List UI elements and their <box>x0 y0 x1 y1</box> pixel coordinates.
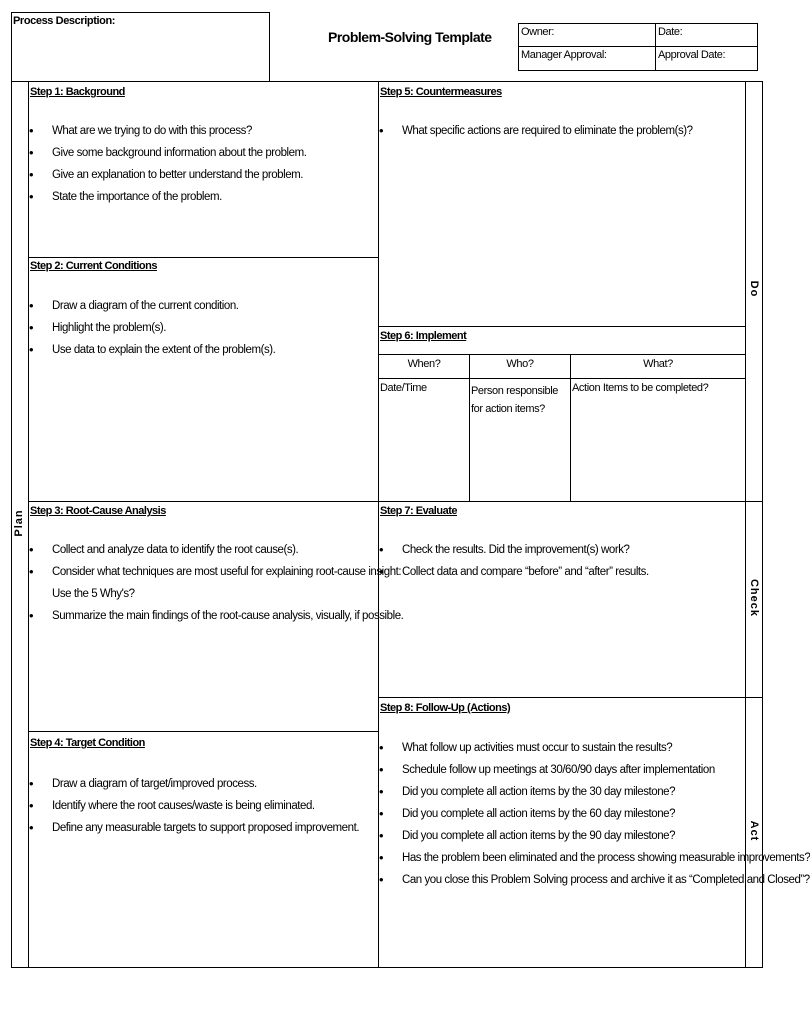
list-item: • Collect data and compare “before” and “after” results. <box>379 561 649 583</box>
date-field[interactable]: Date: <box>658 26 683 38</box>
step2-list <box>29 295 275 361</box>
step1-title: Step 1: Background <box>30 86 125 98</box>
step1-list <box>29 120 306 208</box>
list-item: • Give an explanation to better understand the problem. <box>29 164 306 186</box>
approval-date-field[interactable]: Approval Date: <box>658 49 726 61</box>
manager-approval-field[interactable]: Manager Approval: <box>521 49 607 61</box>
list-item: • Has the problem been eliminated and the process showing measurable improvements? <box>379 847 810 869</box>
table-cell-what[interactable]: Action Items to be completed? <box>572 382 709 394</box>
phase-label-check: Check <box>748 578 760 618</box>
list-item: • State the importance of the problem. <box>29 186 306 208</box>
table-cell-when[interactable]: Date/Time <box>380 382 427 394</box>
list-item-line: • Consider what techniques are most useful for explaining root-cause insight: <box>52 566 402 578</box>
list-item: • What specific actions are required to eliminate the problem(s)? <box>379 120 693 142</box>
list-item: • Draw a diagram of the current condition. <box>29 295 275 317</box>
list-item: • Identify where the root causes/waste is being eliminated. <box>29 795 359 817</box>
step5-title: Step 5: Countermeasures <box>380 86 502 98</box>
list-item: • Did you complete all action items by the 90 day milestone? <box>379 825 810 847</box>
table-header-when: When? <box>407 358 441 370</box>
step7-list <box>379 539 649 583</box>
step4-title: Step 4: Target Condition <box>30 737 145 749</box>
process-description-label: Process Description: <box>13 15 116 27</box>
step7-title: Step 7: Evaluate <box>380 505 457 517</box>
step2-title: Step 2: Current Conditions <box>30 260 157 272</box>
table-header-who: Who? <box>506 358 534 370</box>
step6-title: Step 6: Implement <box>380 330 467 342</box>
list-item: • Check the results. Did the improvement(s) work? <box>379 539 649 561</box>
list-item: • What follow up activities must occur to sustain the results? <box>379 737 810 759</box>
list-item: • Define any measurable targets to support proposed improvement. <box>29 817 359 839</box>
list-item: • Summarize the main findings of the root-cause analysis, visually, if possible. <box>29 605 403 627</box>
list-item: • Highlight the problem(s). <box>29 317 275 339</box>
step5-list <box>379 120 693 142</box>
list-item: • Can you close this Problem Solving process and archive it as “Completed and Closed”? <box>379 869 810 891</box>
process-description-box[interactable] <box>11 12 270 82</box>
phase-label-act: Act <box>748 820 760 842</box>
list-item <box>29 561 403 605</box>
list-item: • Collect and analyze data to identify the root cause(s). <box>29 539 403 561</box>
step3-list <box>29 539 403 627</box>
list-item: • Did you complete all action items by the 30 day milestone? <box>379 781 810 803</box>
list-item: • What are we trying to do with this process? <box>29 120 306 142</box>
list-item: • Schedule follow up meetings at 30/60/90 days after implementation <box>379 759 810 781</box>
list-item: • Give some background information about the problem. <box>29 142 306 164</box>
list-item-line: Use the 5 Why's? <box>52 588 135 600</box>
phase-label-plan: Plan <box>13 509 25 537</box>
page-title: Problem-Solving Template <box>328 29 492 45</box>
table-cell-who[interactable]: Person responsible for action items? <box>471 385 558 415</box>
phase-label-do: Do <box>748 280 760 298</box>
table-header-what: What? <box>643 358 673 370</box>
approval-grid <box>518 23 758 71</box>
list-item: • Use data to explain the extent of the problem(s). <box>29 339 275 361</box>
list-item: • Draw a diagram of target/improved process. <box>29 773 359 795</box>
list-item: • Did you complete all action items by the 60 day milestone? <box>379 803 810 825</box>
step3-title: Step 3: Root-Cause Analysis <box>30 505 166 517</box>
step8-list <box>379 737 810 891</box>
step4-list <box>29 773 359 839</box>
step8-title: Step 8: Follow-Up (Actions) <box>380 702 511 714</box>
owner-field[interactable]: Owner: <box>521 26 555 38</box>
